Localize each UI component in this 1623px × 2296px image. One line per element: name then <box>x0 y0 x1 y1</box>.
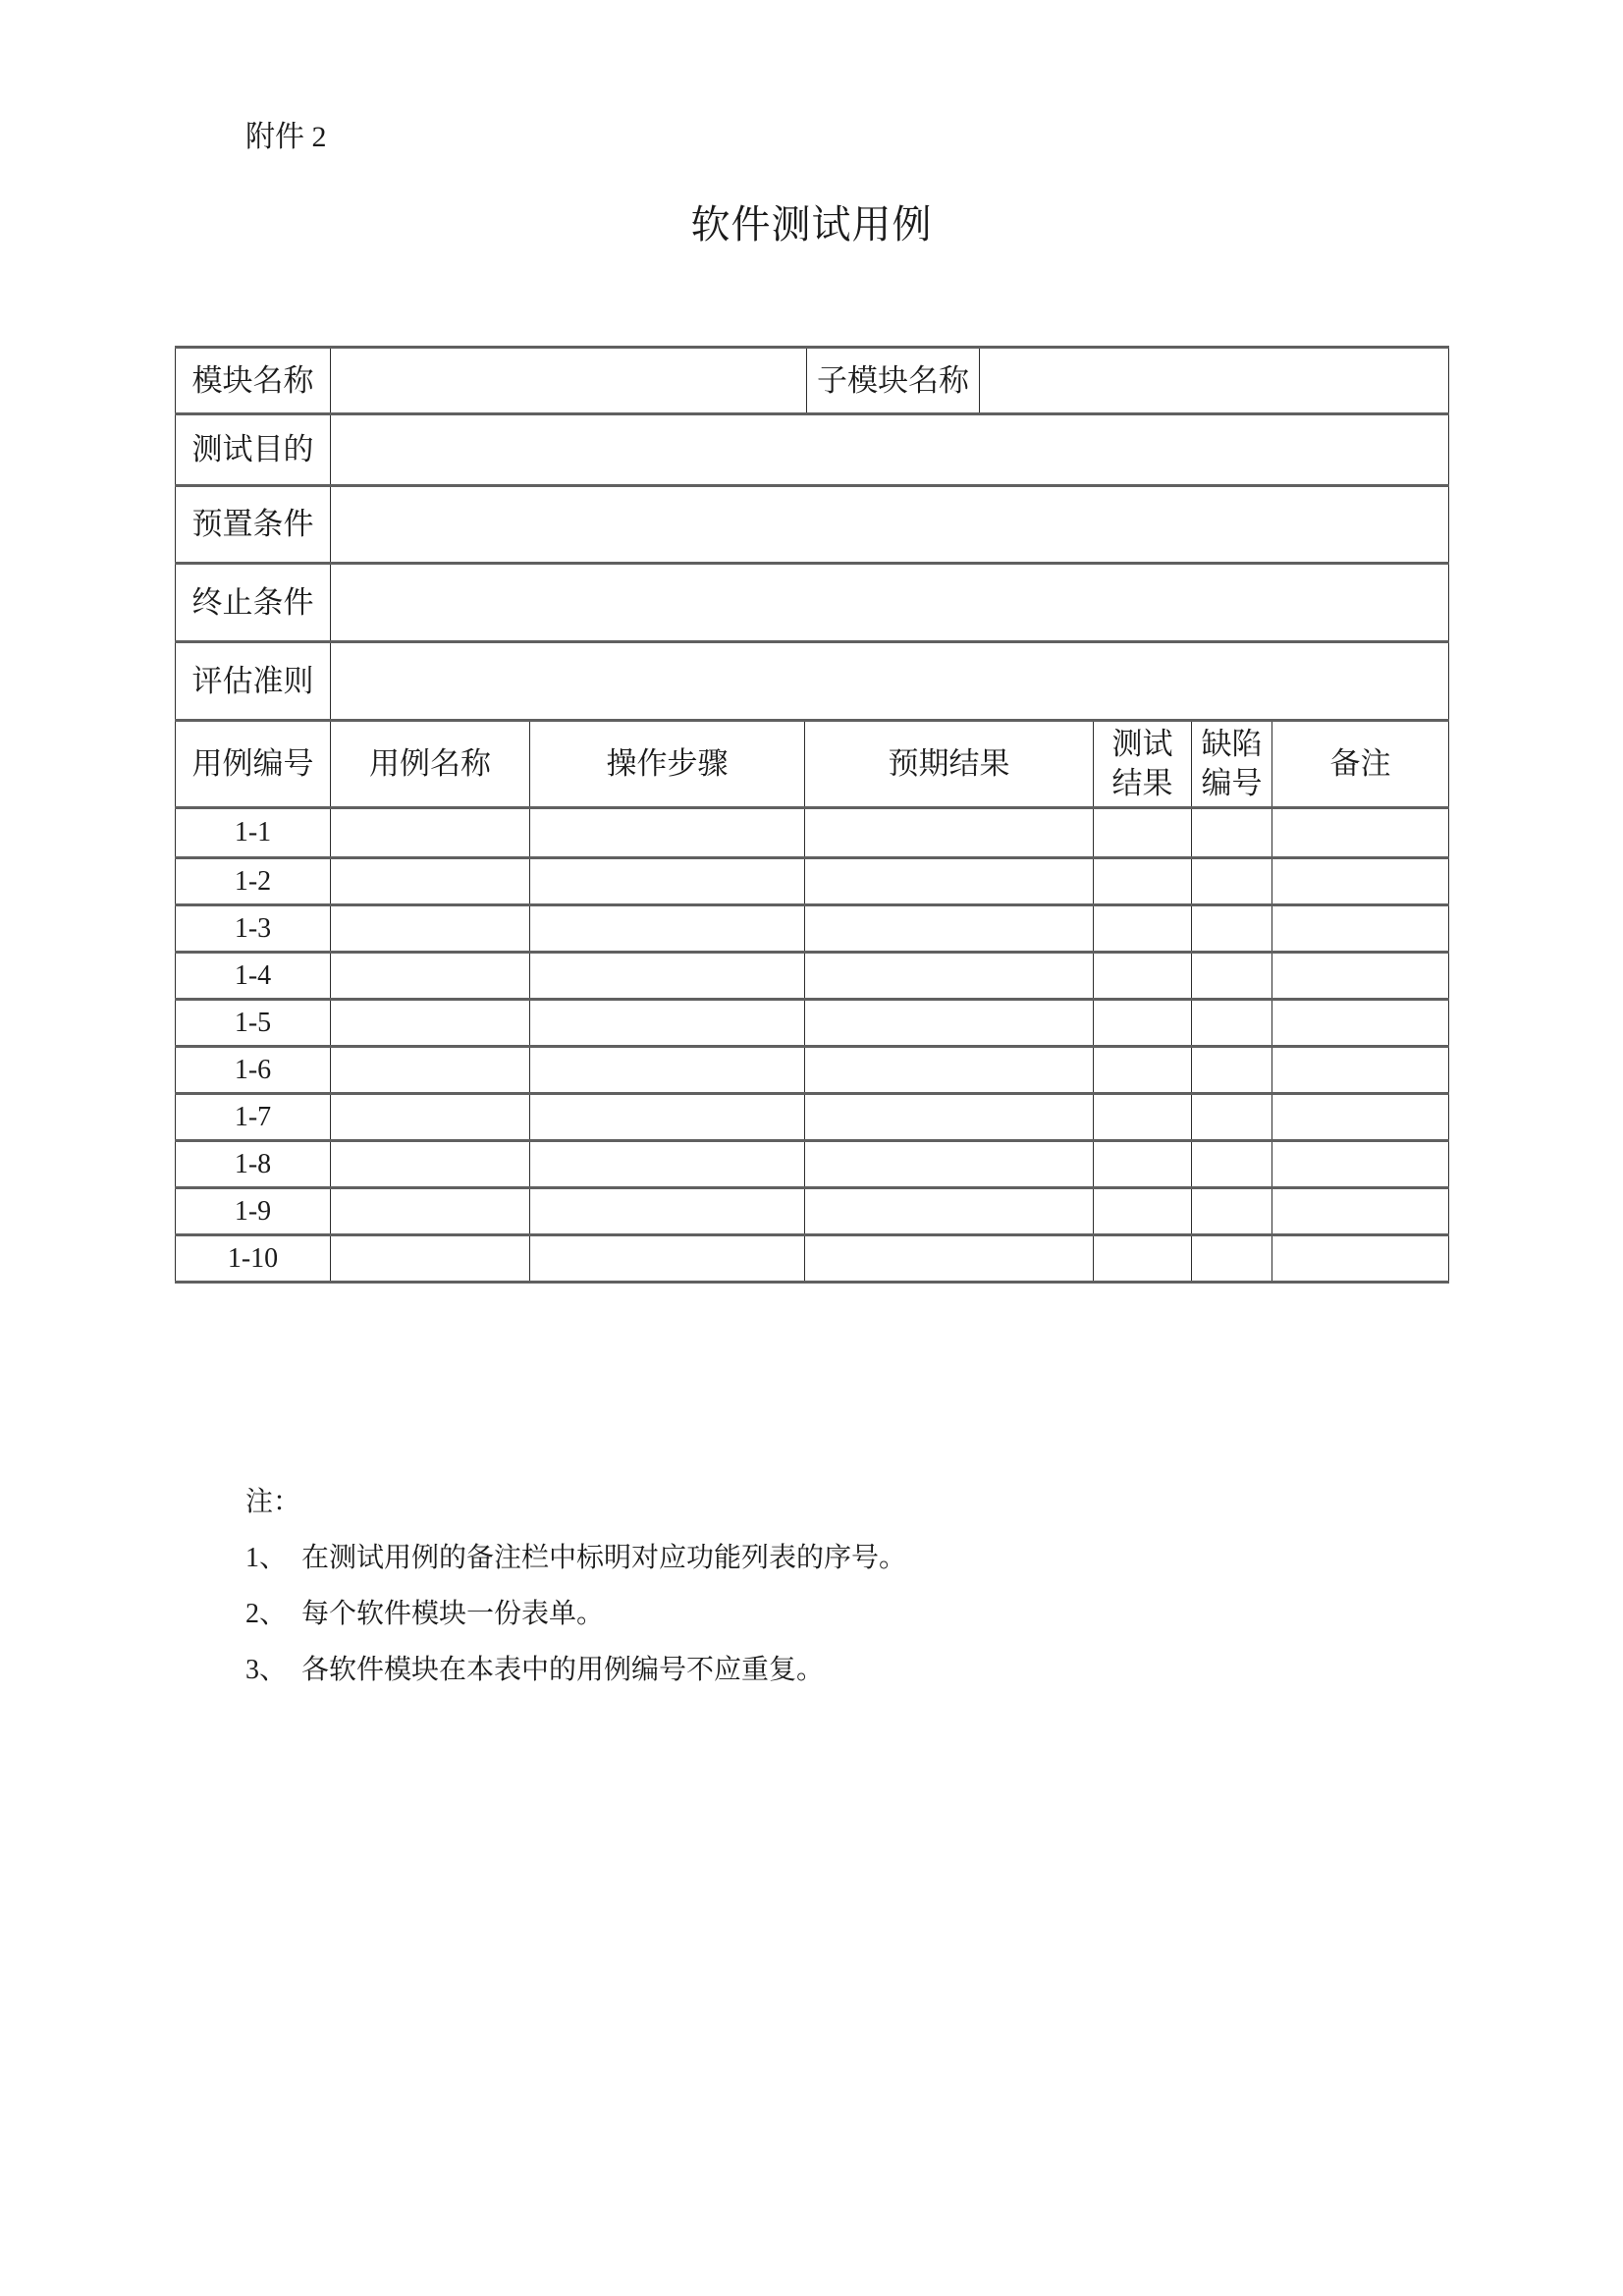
steps-cell <box>530 905 805 953</box>
case-name-cell <box>331 858 530 905</box>
header-case-id: 用例编号 <box>176 721 331 808</box>
case-row <box>176 1094 1449 1141</box>
case-id-cell: 1-2 <box>176 858 331 905</box>
remark-cell <box>1272 1188 1449 1235</box>
expected-cell <box>805 1047 1094 1094</box>
defect-cell <box>1192 905 1272 953</box>
case-row <box>176 1188 1449 1235</box>
header-steps: 操作步骤 <box>530 721 805 808</box>
case-row <box>176 858 1449 905</box>
notes-heading: 注： <box>245 1486 301 1517</box>
remark-cell <box>1272 1047 1449 1094</box>
expected-cell <box>805 858 1094 905</box>
precondition-label: 预置条件 <box>176 486 331 564</box>
remark-cell <box>1272 858 1449 905</box>
steps-cell <box>530 858 805 905</box>
expected-cell <box>805 808 1094 858</box>
steps-cell <box>530 1094 805 1141</box>
defect-cell <box>1192 858 1272 905</box>
case-id-cell: 1-10 <box>176 1235 331 1283</box>
case-id-cell: 1-6 <box>176 1047 331 1094</box>
steps-cell <box>530 953 805 1000</box>
defect-cell <box>1192 1188 1272 1235</box>
module-name-label: 模块名称 <box>176 348 331 414</box>
case-name-cell <box>331 1000 530 1047</box>
note-text: 各软件模块在本表中的用例编号不应重复。 <box>301 1654 825 1685</box>
module-name-value-cell <box>331 348 807 414</box>
test-purpose-value-cell <box>331 414 1449 486</box>
test-purpose-label: 测试目的 <box>176 414 331 486</box>
header-test-result: 测试结果 <box>1094 721 1192 808</box>
case-row <box>176 1047 1449 1094</box>
expected-cell <box>805 1094 1094 1141</box>
defect-cell <box>1192 1141 1272 1188</box>
defect-cell <box>1192 1047 1272 1094</box>
note-text: 在测试用例的备注栏中标明对应功能列表的序号。 <box>301 1542 907 1573</box>
remark-cell <box>1272 905 1449 953</box>
remark-cell <box>1272 808 1449 858</box>
case-row <box>176 1141 1449 1188</box>
result-cell <box>1094 858 1192 905</box>
case-id-cell: 1-1 <box>176 808 331 858</box>
case-row <box>176 808 1449 858</box>
case-name-cell <box>331 1047 530 1094</box>
expected-cell <box>805 1000 1094 1047</box>
module-name-row <box>175 346 1449 415</box>
case-id-cell: 1-4 <box>176 953 331 1000</box>
steps-cell <box>530 1047 805 1094</box>
case-table-header-row <box>176 721 1449 808</box>
result-cell <box>1094 1094 1192 1141</box>
defect-cell <box>1192 1000 1272 1047</box>
note-item <box>245 1527 906 1583</box>
note-number: 3、 <box>245 1654 288 1685</box>
evaluation-value-cell <box>331 642 1449 721</box>
case-id-cell: 1-3 <box>176 905 331 953</box>
case-table <box>175 719 1449 1284</box>
precondition-value-cell <box>331 486 1449 564</box>
case-row <box>176 1235 1449 1283</box>
submodule-name-value-cell <box>980 348 1449 414</box>
remark-cell <box>1272 1000 1449 1047</box>
termination-value-cell <box>331 564 1449 642</box>
case-name-cell <box>331 1188 530 1235</box>
steps-cell <box>530 1141 805 1188</box>
note-number: 1、 <box>245 1542 288 1573</box>
expected-cell <box>805 1188 1094 1235</box>
case-id-cell: 1-9 <box>176 1188 331 1235</box>
submodule-name-label: 子模块名称 <box>807 348 980 414</box>
header-remark: 备注 <box>1272 721 1449 808</box>
case-name-cell <box>331 808 530 858</box>
attachment-label: 附件 2 <box>245 121 327 153</box>
steps-cell <box>530 1235 805 1283</box>
case-name-cell <box>331 905 530 953</box>
note-item <box>245 1583 906 1639</box>
case-name-cell <box>331 953 530 1000</box>
result-cell <box>1094 953 1192 1000</box>
header-expected-result: 预期结果 <box>805 721 1094 808</box>
steps-cell <box>530 1000 805 1047</box>
remark-cell <box>1272 1141 1449 1188</box>
expected-cell <box>805 1235 1094 1283</box>
result-cell <box>1094 1000 1192 1047</box>
conditions-rows <box>175 412 1449 722</box>
remark-cell <box>1272 1094 1449 1141</box>
page-title: 软件测试用例 <box>690 202 933 246</box>
case-id-cell: 1-5 <box>176 1000 331 1047</box>
notes-section <box>245 1471 906 1695</box>
case-row <box>176 953 1449 1000</box>
expected-cell <box>805 953 1094 1000</box>
result-cell <box>1094 1047 1192 1094</box>
steps-cell <box>530 1188 805 1235</box>
termination-label: 终止条件 <box>176 564 331 642</box>
case-row <box>176 905 1449 953</box>
case-name-cell <box>331 1141 530 1188</box>
expected-cell <box>805 905 1094 953</box>
case-row <box>176 1000 1449 1047</box>
steps-cell <box>530 808 805 858</box>
defect-cell <box>1192 808 1272 858</box>
note-number: 2、 <box>245 1598 288 1629</box>
header-defect-id: 缺陷编号 <box>1192 721 1272 808</box>
defect-cell <box>1192 1235 1272 1283</box>
expected-cell <box>805 1141 1094 1188</box>
result-cell <box>1094 808 1192 858</box>
remark-cell <box>1272 1235 1449 1283</box>
test-case-form <box>175 346 1448 1284</box>
note-text: 每个软件模块一份表单。 <box>301 1598 605 1629</box>
evaluation-label: 评估准则 <box>176 642 331 721</box>
result-cell <box>1094 1188 1192 1235</box>
case-id-cell: 1-8 <box>176 1141 331 1188</box>
defect-cell <box>1192 1094 1272 1141</box>
case-name-cell <box>331 1094 530 1141</box>
result-cell <box>1094 905 1192 953</box>
header-case-name: 用例名称 <box>331 721 530 808</box>
remark-cell <box>1272 953 1449 1000</box>
defect-cell <box>1192 953 1272 1000</box>
result-cell <box>1094 1141 1192 1188</box>
case-id-cell: 1-7 <box>176 1094 331 1141</box>
note-item <box>245 1639 906 1695</box>
case-name-cell <box>331 1235 530 1283</box>
result-cell <box>1094 1235 1192 1283</box>
